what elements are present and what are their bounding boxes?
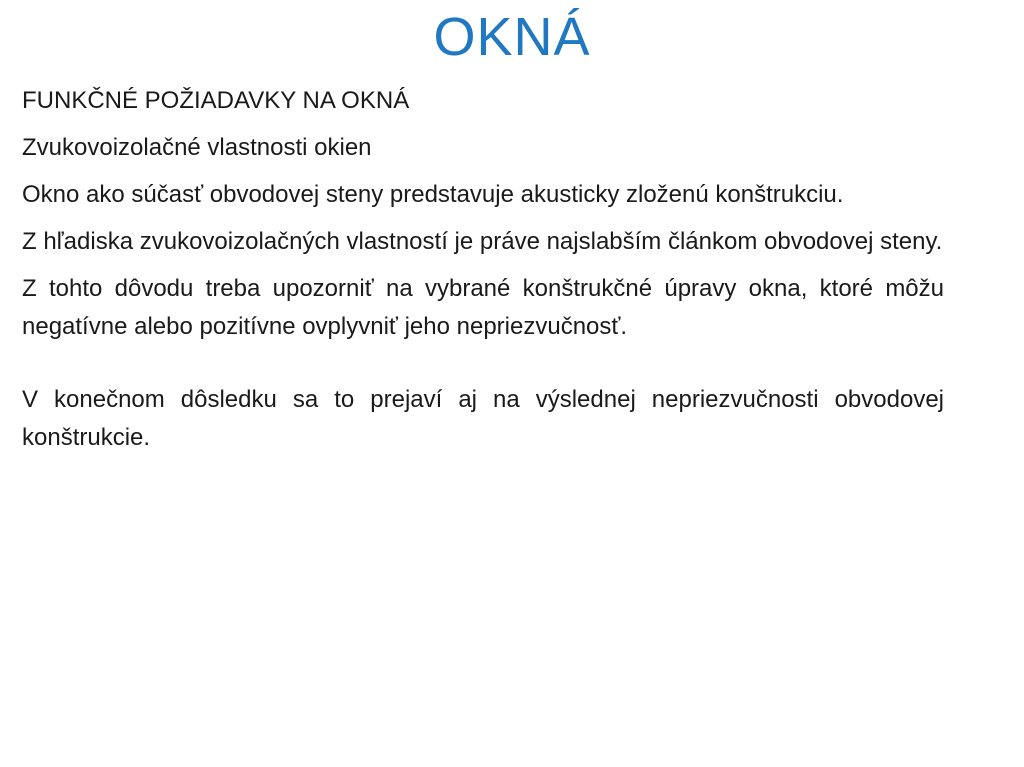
paragraph-conclusion: V konečnom dôsledku sa to prejaví aj na výslednej nepriezvučnosti obvodovej konštrukcie. [22, 386, 944, 451]
paragraph-weakest-link: Z hľadiska zvukovoizolačných vlastností je práve najslabším článkom obvodovej steny. [22, 228, 943, 255]
slide-body [22, 82, 944, 466]
heading-functional-requirements: FUNKČNÉ POŽIADAVKY NA OKNÁ [22, 87, 410, 114]
paragraph-design-modifications: Z tohto dôvodu treba upozorniť na vybrané konštrukčné úpravy okna, ktoré môžu negatívne alebo pozitívne ovplyvniť jeho nepriezvučnosť. [22, 275, 944, 340]
paragraph-window-component: Okno ako súčasť obvodovej steny predstavuje akusticky zloženú konštrukciu. [22, 181, 844, 208]
subheading-sound-insulation: Zvukovoizolačné vlastnosti okien [22, 134, 372, 161]
slide-title: OKNÁ [433, 7, 591, 67]
